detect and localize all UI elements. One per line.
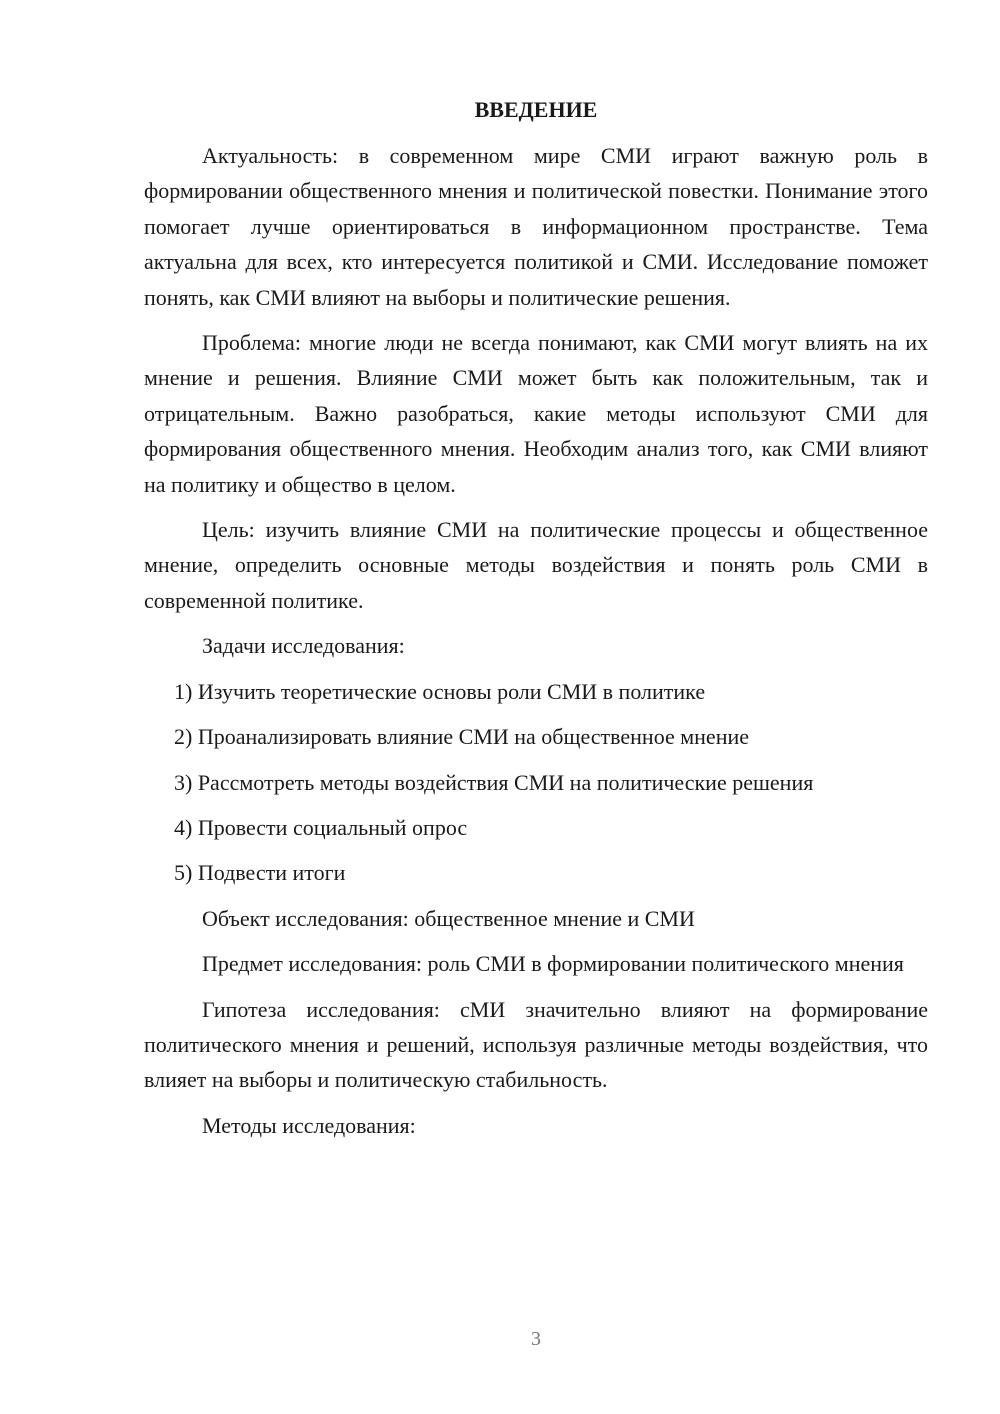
hypothesis-paragraph: Гипотеза исследования: сМИ значительно влияют на формирование политического мнения и решений, используя различные методы воздействия, что влияет на выборы и политическую стабильность. bbox=[144, 996, 928, 1093]
tasks-heading: Задачи исследования: bbox=[202, 633, 405, 659]
task-item-3: 3) Рассмотреть методы воздействия СМИ на политические решения bbox=[174, 769, 814, 795]
section-title: ВВЕДЕНИЕ bbox=[474, 97, 598, 122]
task-item-2: 2) Проанализировать влияние СМИ на общественное мнение bbox=[174, 724, 750, 750]
methods-heading: Методы исследования: bbox=[202, 1112, 416, 1138]
object-paragraph: Объект исследования: общественное мнение и СМИ bbox=[202, 905, 695, 931]
document-page bbox=[144, 92, 928, 1153]
page-number: 3 bbox=[531, 1328, 541, 1350]
tasks-list bbox=[144, 674, 928, 891]
task-item-4: 4) Провести социальный опрос bbox=[174, 814, 468, 840]
relevance-paragraph: Актуальность: в современном мире СМИ играют важную роль в формировании общественного мнения и политической повестки. Понимание этого помогает лучше ориентироваться в информационном пространстве. Тема актуальна для всех, кто интересуется политикой и СМИ. Исследование поможет понять, как СМИ влияют на выборы и политические решения. bbox=[144, 143, 928, 310]
problem-paragraph: Проблема: многие люди не всегда понимают, как СМИ могут влиять на их мнение и решения. Влияние СМИ может быть как положительным, так и отрицательным. Важно разобраться, какие методы используют СМИ для формирования общественного мнения. Необходим анализ того, как СМИ влияют на политику и общество в целом. bbox=[144, 330, 928, 497]
goal-paragraph: Цель: изучить влияние СМИ на политические процессы и общественное мнение, определить основные методы воздействия и понять роль СМИ в современной политике. bbox=[144, 517, 928, 613]
task-item-1: 1) Изучить теоретические основы роли СМИ в политике bbox=[174, 678, 706, 704]
task-item-5: 5) Подвести итоги bbox=[174, 860, 346, 886]
subject-paragraph: Предмет исследования: роль СМИ в формировании политического мнения bbox=[202, 951, 904, 977]
